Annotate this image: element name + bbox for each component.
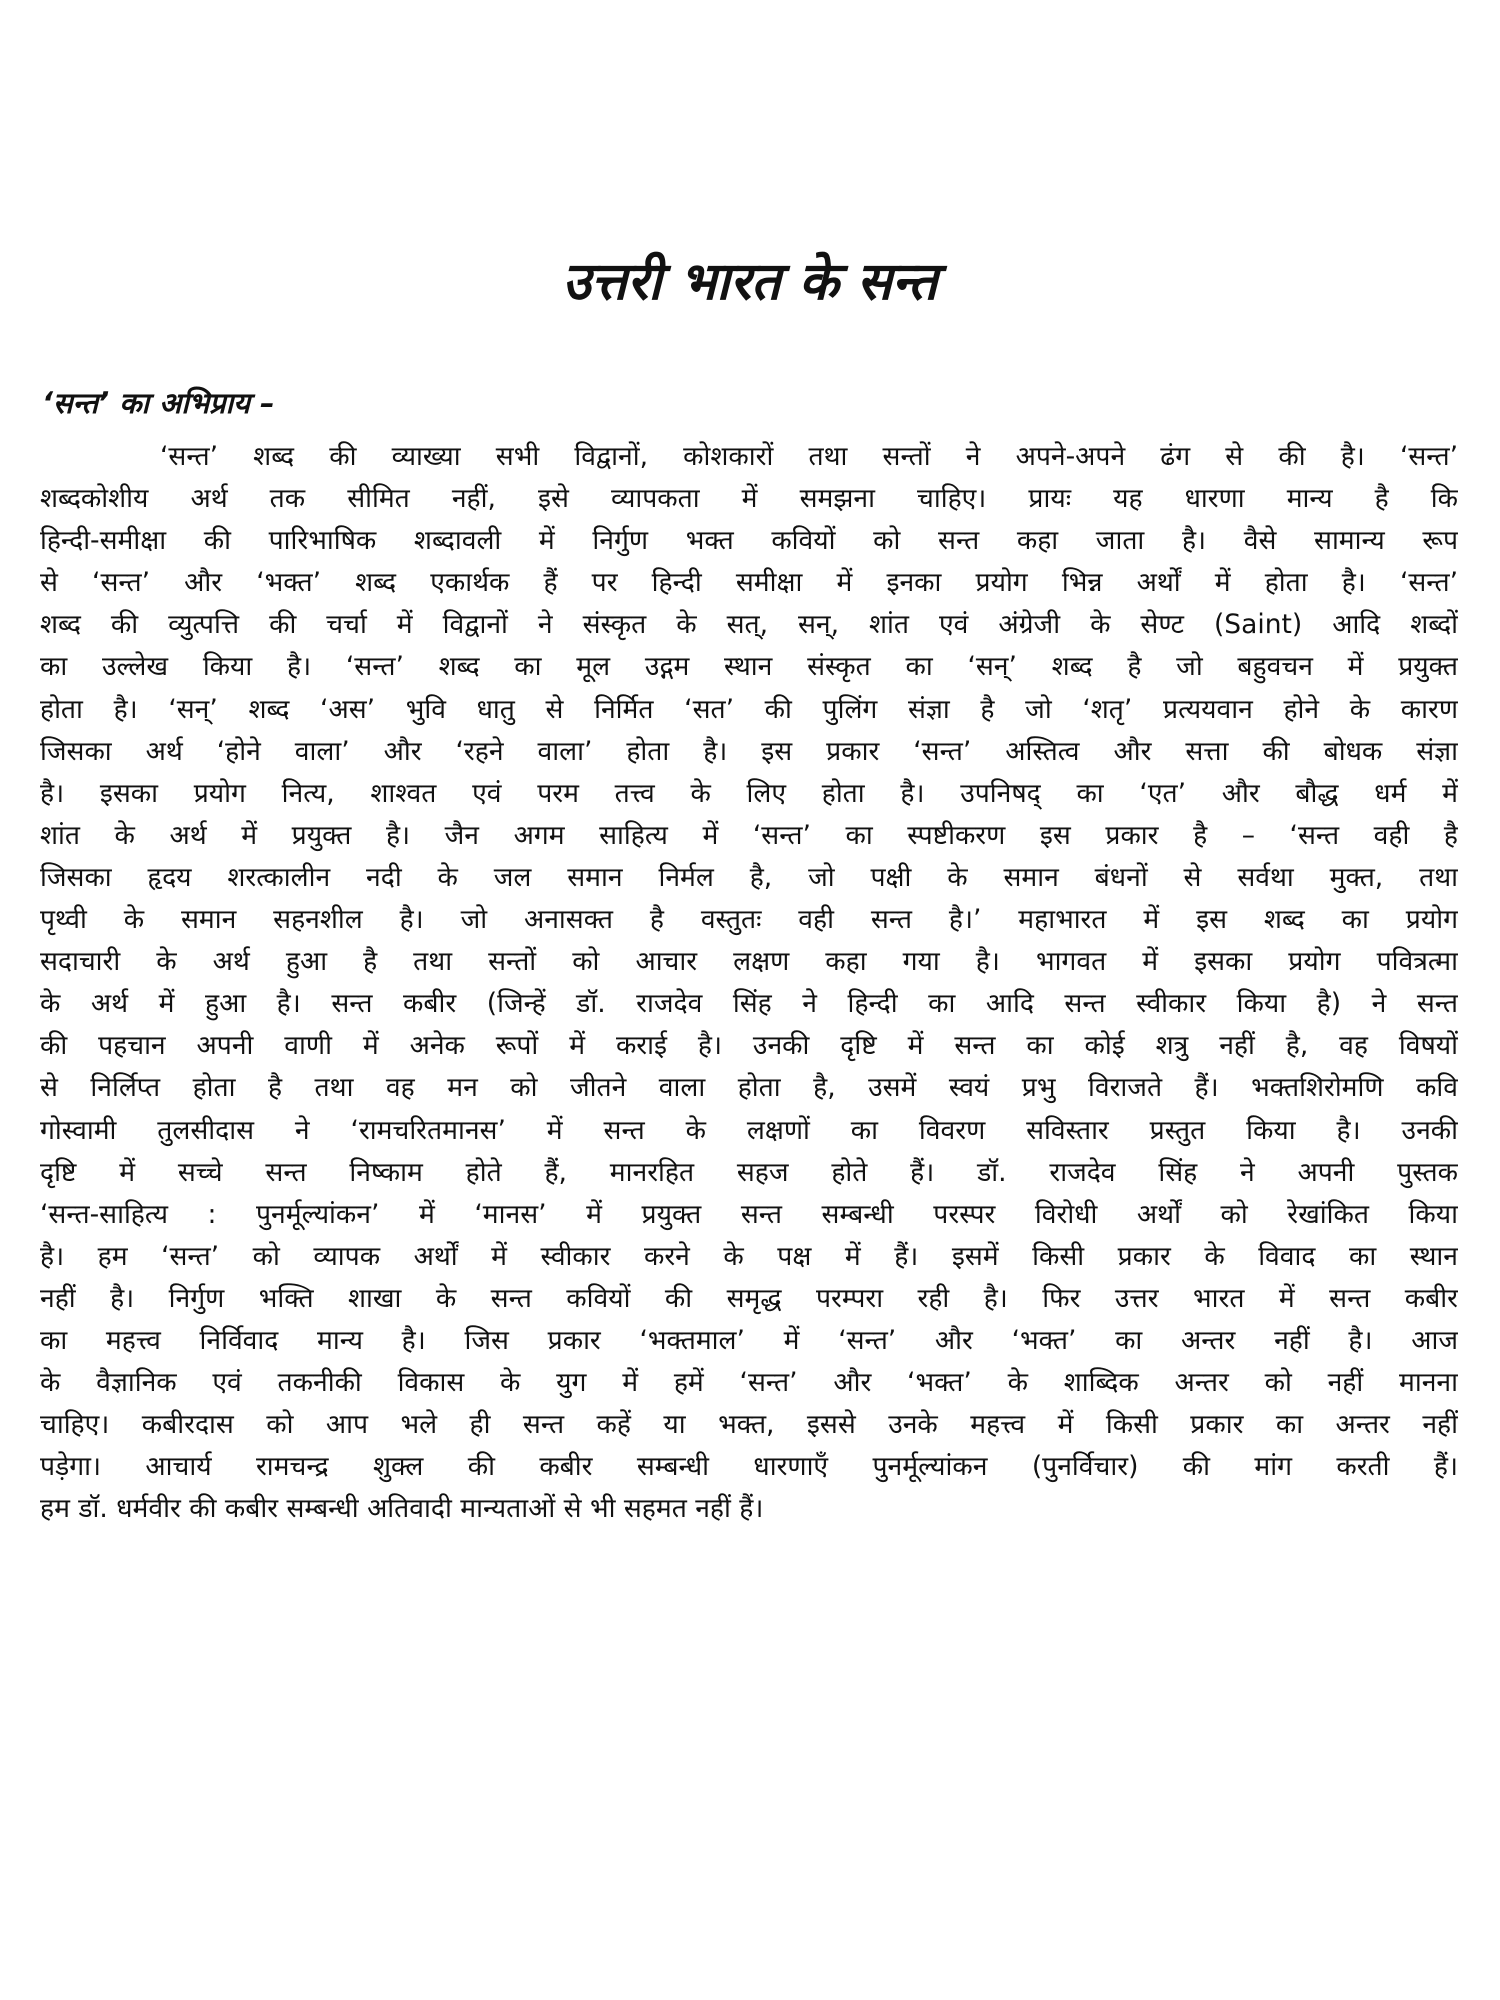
paragraph-line: पृथ्वी के समान सहनशील है। जो अनासक्त है वस्तुतः वही सन्त है।’ महाभारत में इस शब्द का प्रयोग [40,904,1458,936]
paragraph-line: ‘सन्त-साहित्य : पुनर्मूल्यांकन’ में ‘मानस’ में प्रयुक्त सन्त सम्बन्धी परस्पर विरोधी अर्थों को रेखांकित किया [40,1198,1458,1230]
paragraph-line: शांत के अर्थ में प्रयुक्त है। जैन अगम साहित्य में ‘सन्त’ का स्पष्टीकरण इस प्रकार है – ‘सन्त वही है [40,819,1458,851]
paragraph-line: गोस्वामी तुलसीदास ने ‘रामचरितमानस’ में सन्त के लक्षणों का विवरण सविस्तार प्रस्तुत किया है। उनकी [40,1114,1458,1146]
paragraph-line: के अर्थ में हुआ है। सन्त कबीर (जिन्हें डॉ. राजदेव सिंह ने हिन्दी का आदि सन्त स्वीकार किया है) ने सन्त [40,988,1458,1020]
paragraph-line: के वैज्ञानिक एवं तकनीकी विकास के युग में हमें ‘सन्त’ और ‘भक्त’ के शाब्दिक अन्तर को नहीं मानना [40,1367,1458,1399]
paragraph-line: शब्दकोशीय अर्थ तक सीमित नहीं, इसे व्यापकता में समझना चाहिए। प्रायः यह धारणा मान्य है कि [40,483,1458,515]
paragraph-line: दृष्टि में सच्चे सन्त निष्काम होते हैं, मानरहित सहज होते हैं। डॉ. राजदेव सिंह ने अपनी पुस्तक [40,1156,1458,1188]
paragraph-line: हिन्दी-समीक्षा की पारिभाषिक शब्दावली में निर्गुण भक्त कवियों को सन्त कहा जाता है। वैसे सामान्य रूप [40,525,1458,557]
paragraph-line: पड़ेगा। आचार्य रामचन्द्र शुक्ल की कबीर सम्बन्धी धारणाएँ पुनर्मूल्यांकन (पुनर्विचार) की मांग करती हैं। [40,1451,1458,1483]
paragraph-line: होता है। ‘सन्’ शब्द ‘अस’ भुवि धातु से निर्मित ‘सत’ की पुलिंग संज्ञा है जो ‘शतृ’ प्रत्ययवान होने के कारण [40,693,1458,725]
paragraph-line: का उल्लेख किया है। ‘सन्त’ शब्द का मूल उद्गम स्थान संस्कृत का ‘सन्’ शब्द है जो बहुवचन में प्रयुक्त [40,651,1458,683]
section-heading: ‘सन्त’ का अभिप्राय – [42,386,275,420]
paragraph-line: हम डॉ. धर्मवीर की कबीर सम्बन्धी अतिवादी मान्यताओं से भी सहमत नहीं हैं। [40,1493,764,1525]
paragraph-line: से ‘सन्त’ और ‘भक्त’ शब्द एकार्थक हैं पर हिन्दी समीक्षा में इनका प्रयोग भिन्न अर्थों में होता है। ‘सन्त’ [40,567,1458,599]
paragraph-line: सदाचारी के अर्थ हुआ है तथा सन्तों को आचार लक्षण कहा गया है। भागवत में इसका प्रयोग पवित्रत्मा [40,946,1458,978]
paragraph-line: जिसका हृदय शरत्कालीन नदी के जल समान निर्मल है, जो पक्षी के समान बंधनों से सर्वथा मुक्त, तथा [40,861,1458,893]
paragraph-line: से निर्लिप्त होता है तथा वह मन को जीतने वाला होता है, उसमें स्वयं प्रभु विराजते हैं। भक्तशिरोमणि कवि [40,1072,1458,1104]
page-title: उत्तरी भारत के सन्त [562,252,938,312]
paragraph-line: की पहचान अपनी वाणी में अनेक रूपों में कराई है। उनकी दृष्टि में सन्त का कोई शत्रु नहीं है, वह विषयों [40,1030,1458,1062]
paragraph-line: नहीं है। निर्गुण भक्ति शाखा के सन्त कवियों की समृद्ध परम्परा रही है। फिर उत्तर भारत में सन्त कबीर [40,1282,1458,1314]
paragraph-line: चाहिए। कबीरदास को आप भले ही सन्त कहें या भक्त, इससे उनके महत्त्व में किसी प्रकार का अन्तर नहीं [40,1409,1458,1441]
paragraph-line: का महत्त्व निर्विवाद मान्य है। जिस प्रकार ‘भक्तमाल’ में ‘सन्त’ और ‘भक्त’ का अन्तर नहीं है। आज [40,1324,1458,1356]
body-paragraph [40,436,1458,1530]
paragraph-line: ‘सन्त’ शब्द की व्याख्या सभी विद्वानों, कोशकारों तथा सन्तों ने अपने-अपने ढंग से की है। ‘सन्त’ [160,441,1458,472]
paragraph-line: है। इसका प्रयोग नित्य, शाश्वत एवं परम तत्त्व के लिए होता है। उपनिषद् का ‘एत’ और बौद्ध धर्म में [40,777,1458,809]
paragraph-line: जिसका अर्थ ‘होने वाला’ और ‘रहने वाला’ होता है। इस प्रकार ‘सन्त’ अस्तित्व और सत्ता की बोधक संज्ञा [40,735,1458,767]
paragraph-line: शब्द की व्युत्पत्ति की चर्चा में विद्वानों ने संस्कृत के सत्, सन्, शांत एवं अंग्रेजी के सेण्ट (Saint) आदि शब्दों [40,609,1458,641]
paragraph-line: है। हम ‘सन्त’ को व्यापक अर्थों में स्वीकार करने के पक्ष में हैं। इसमें किसी प्रकार के विवाद का स्थान [40,1240,1458,1272]
